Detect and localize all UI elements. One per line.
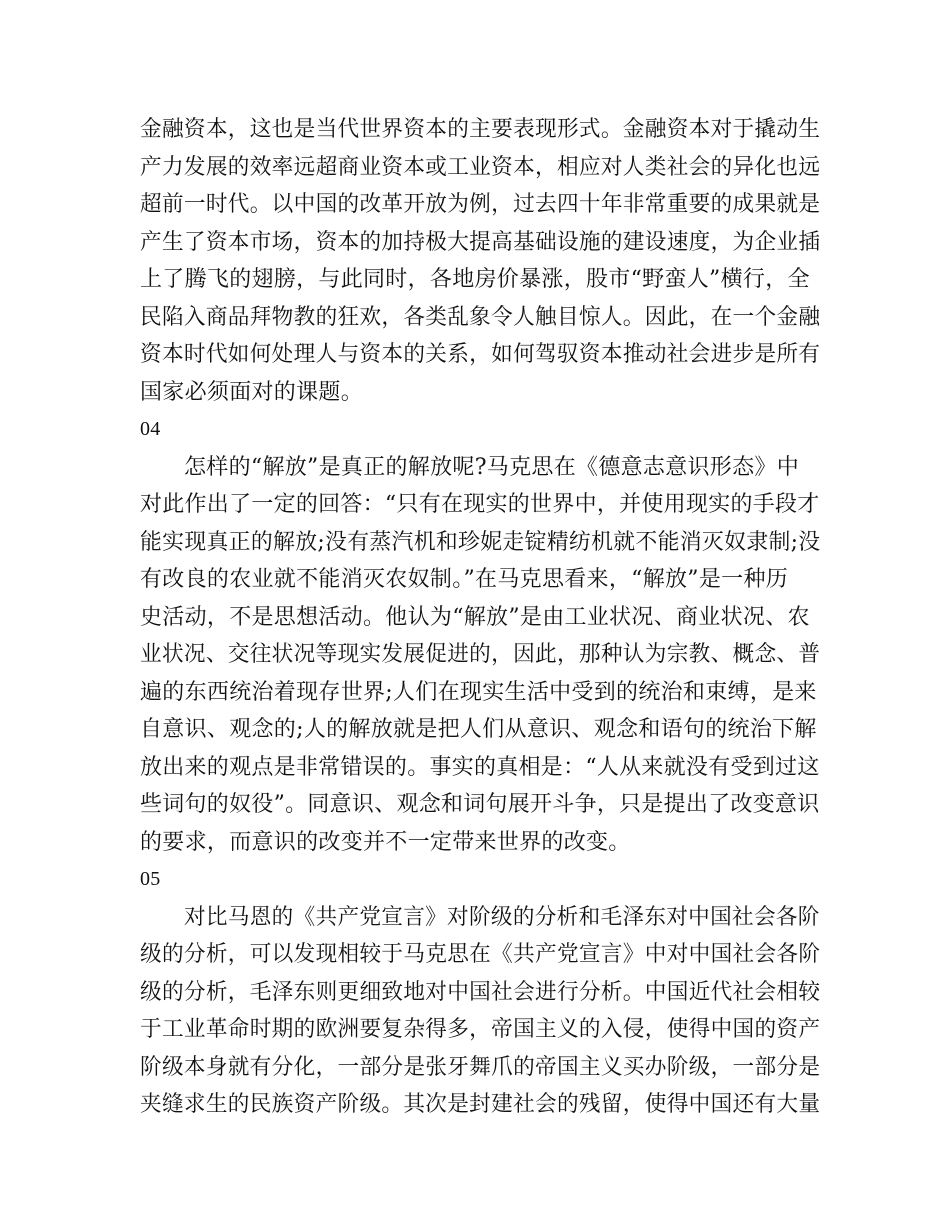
paragraph-line: 国家必须面对的课题。 [140,380,364,405]
paragraph-line: 些词句的奴役”。同意识、观念和词句展开斗争，只是提出了改变意识 [140,792,820,817]
paragraph-line: 放出来的观点是非常错误的。事实的真相是：“人从来就没有受到过这 [140,755,820,780]
paragraph-line: 金融资本，这也是当代世界资本的主要表现形式。金融资本对于撬动生 [140,117,821,142]
paragraph-line: 民陷入商品拜物教的狂欢，各类乱象令人触目惊人。因此，在一个金融 [140,305,821,330]
paragraph-line: 有改良的农业就不能消灭农奴制。”在马克思看来，“解放”是一种历 [140,567,789,592]
section-number: 04 [140,418,161,440]
paragraph-line: 级的分析，可以发现相较于马克思在《共产党宣言》中对中国社会各阶 [140,942,821,967]
paragraph-line: 怎样的“解放”是真正的解放呢?马克思在《德意志意识形态》中 [184,455,799,480]
paragraph-line: 产力发展的效率远超商业资本或工业资本，相应对人类社会的异化也远 [140,155,821,180]
section-number: 05 [140,868,161,890]
paragraph-line: 于工业革命时期的欧洲要复杂得多，帝国主义的入侵，使得中国的资产 [140,1017,821,1042]
paragraph-line: 对此作出了一定的回答：“只有在现实的世界中，并使用现实的手段才 [140,492,820,517]
paragraph-line: 级的分析，毛泽东则更细致地对中国社会进行分析。中国近代社会相较 [140,980,821,1005]
paragraph-line: 产生了资本市场，资本的加持极大提高基础设施的建设速度，为企业插 [140,230,821,255]
paragraph-line: 史活动，不是思想活动。他认为“解放”是由工业状况、商业状况、农 [140,605,810,630]
paragraph-line: 遍的东西统治着现存世界;人们在现实生活中受到的统治和束缚，是来 [140,680,817,705]
paragraph-line: 业状况、交往状况等现实发展促进的，因此，那种认为宗教、概念、普 [140,642,821,667]
paragraph-line: 对比马恩的《共产党宣言》对阶级的分析和毛泽东对中国社会各阶 [184,905,820,930]
paragraph-line: 超前一时代。以中国的改革开放为例，过去四十年非常重要的成果就是 [140,192,821,217]
paragraph-line: 自意识、观念的;人的解放就是把人们从意识、观念和语句的统治下解 [140,717,817,742]
paragraph-line: 夹缝求生的民族资产阶级。其次是封建社会的残留，使得中国还有大量 [140,1092,821,1117]
paragraph-line: 的要求，而意识的改变并不一定带来世界的改变。 [140,830,631,855]
paragraph-line: 资本时代如何处理人与资本的关系，如何驾驭资本推动社会进步是所有 [140,342,821,367]
paragraph-line: 上了腾飞的翅膀，与此同时，各地房价暴涨，股市“野蛮人”横行，全 [140,267,810,292]
paragraph-line: 阶级本身就有分化，一部分是张牙舞爪的帝国主义买办阶级，一部分是 [140,1055,821,1080]
paragraph-line: 能实现真正的解放;没有蒸汽机和珍妮走锭精纺机就不能消灭奴隶制;没 [140,530,821,555]
